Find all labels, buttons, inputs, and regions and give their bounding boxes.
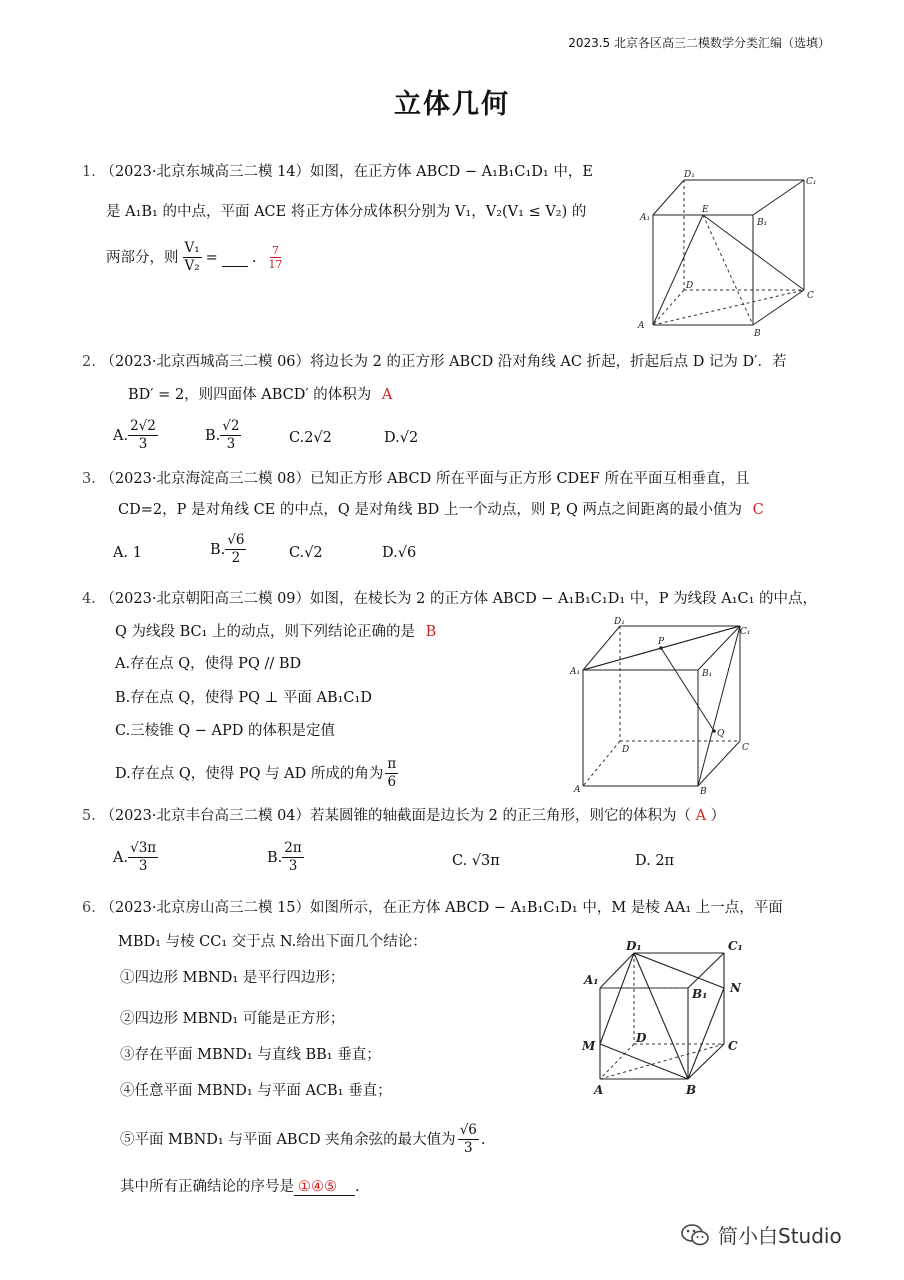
q5-option-d [635, 853, 674, 869]
watermark [680, 1220, 842, 1249]
q1-label-d1: D₁ [684, 170, 695, 180]
q2-text1: （2023·北京西城高三二模 06）将边长为 2 的正方形 ABCD 沿对角线 AC 折起，折起后点 D 记为 D′．若 [100, 354, 787, 370]
q1-label-a: A [638, 321, 645, 331]
q1-label-d: D [686, 281, 694, 291]
q6-text1: （2023·北京房山高三二模 15）如图所示，在正方体 ABCD − A₁B₁C₁D₁ 中，M 是棱 AA₁ 上一点，平面 [100, 900, 783, 916]
q2-number: 2. [82, 354, 96, 370]
q1-ratio-num: V₁ [184, 240, 200, 256]
q4-option-d [115, 756, 398, 791]
q5-close: ） [710, 808, 726, 824]
q2-option-b-label: B. [205, 427, 221, 444]
q3-option-c [289, 545, 323, 561]
q3-option-c-label: C. [289, 545, 305, 561]
q5-option-c-label: C. [452, 853, 468, 869]
q3-option-a-text: 1 [132, 545, 142, 561]
q5-option-b-num: 2π [284, 840, 302, 856]
q2-line2 [128, 385, 392, 405]
q4-text2: Q 为线段 BC₁ 上的动点，则下列结论正确的是 [115, 624, 416, 640]
q5-option-b [267, 840, 304, 875]
q3-option-d-label: D. [382, 545, 398, 561]
watermark-text: 简小白Studio [718, 1224, 842, 1248]
q6-final-text: 其中所有正确结论的序号是 [120, 1179, 294, 1195]
q5-option-b-den: 3 [288, 858, 298, 874]
q1-ratio-fraction [183, 240, 202, 275]
q6-statement-3: ③存在平面 MBND₁ 与直线 BB₁ 垂直； [120, 1047, 381, 1063]
q2-option-a [113, 418, 158, 453]
q2-option-a-label: A. [113, 427, 129, 444]
q2-option-a-num: 2√2 [130, 418, 156, 434]
wechat-icon [680, 1222, 710, 1248]
q5-option-d-label: D. [635, 853, 651, 869]
q6-final-period: . [355, 1179, 360, 1195]
q2-answer: A [381, 387, 393, 403]
q4-option-d-fraction [385, 756, 398, 791]
q4-line1 [82, 589, 817, 609]
q3-line2 [118, 500, 764, 520]
q2-option-c-label: C. [289, 430, 305, 446]
q2-option-c-text: 2√2 [304, 430, 332, 446]
q2-option-c [289, 430, 332, 446]
q1-label-c1: C₁ [806, 177, 817, 187]
q4-option-d-text: D.存在点 Q，使得 PQ 与 AD 所成的角为 [115, 765, 384, 782]
q6-statement-1: ①四边形 MBND₁ 是平行四边形； [120, 970, 345, 986]
q5-option-d-text: 2π [655, 853, 675, 869]
q3-answer: C [752, 502, 764, 518]
q5-option-a-label: A. [113, 849, 129, 866]
q6-label-m: M [582, 1039, 596, 1053]
q4-text1: （2023·北京朝阳高三二模 09）如图，在棱长为 2 的正方体 ABCD − A₁B₁C₁D₁ 中，P 为线段 A₁C₁ 的中点， [100, 591, 818, 607]
q6-label-a: A [594, 1083, 604, 1097]
q5-text1: （2023·北京丰台高三二模 04）若某圆锥的轴截面是边长为 2 的正三角形，则它的体积为（ [100, 808, 691, 824]
q6-statement-5-num: √6 [459, 1122, 477, 1138]
q4-label-c1: C₁ [740, 627, 751, 637]
page-title: 立体几何 [394, 89, 510, 120]
q3-option-b [210, 532, 246, 567]
q1-answer-num: 7 [271, 244, 279, 257]
q1-period: . [251, 249, 257, 266]
q4-option-a: A.存在点 Q，使得 PQ // BD [115, 656, 302, 672]
q6-label-d1: D₁ [626, 939, 642, 953]
q2-option-b [205, 418, 241, 453]
q4-label-a: A [574, 785, 581, 795]
q1-answer-blank [222, 248, 248, 267]
q5-answer: A [695, 808, 707, 824]
q4-cube-figure [566, 616, 758, 796]
q6-statement-4: ④任意平面 MBND₁ 与平面 ACB₁ 垂直； [120, 1083, 392, 1099]
q1-label-e: E [702, 205, 709, 215]
q1-line1 [82, 162, 593, 182]
q3-text2: CD=2，P 是对角线 CE 的中点，Q 是对角线 BD 上一个动点，则 P, Q 两点之间距离的最小值为 [118, 502, 742, 518]
q4-number: 4. [82, 591, 96, 607]
q2-line1 [82, 352, 786, 372]
q6-final-line [120, 1177, 360, 1197]
q1-label-c: C [807, 291, 814, 301]
q6-cube-figure [578, 936, 756, 1098]
q6-statement-5-fraction [458, 1122, 479, 1157]
q3-option-b-num: √6 [227, 532, 245, 548]
q3-text1: （2023·北京海淀高三二模 08）已知正方形 ABCD 所在平面与正方形 CDEF 所在平面互相垂直，且 [100, 471, 750, 487]
q3-option-b-label: B. [210, 541, 226, 558]
q3-option-b-fraction [225, 532, 246, 567]
q5-option-a-den: 3 [138, 858, 148, 874]
q6-number: 6. [82, 900, 96, 916]
q2-option-d [384, 430, 418, 446]
q4-answer: B [425, 624, 437, 640]
q2-option-d-label: D. [384, 430, 400, 446]
q3-line1 [82, 469, 749, 489]
q1-text2: 是 A₁B₁ 的中点，平面 ACE 将正方体分成体积分别为 V₁，V₂(V₁ ≤ V₂) 的 [106, 204, 587, 220]
q6-label-c1: C₁ [728, 939, 743, 953]
q5-line1 [82, 806, 725, 826]
q1-text3: 两部分，则 [106, 249, 179, 266]
q2-option-a-den: 3 [138, 436, 148, 452]
q1-ratio-den: V₂ [184, 258, 200, 274]
q4-label-b: B [700, 787, 707, 796]
q5-option-b-label: B. [267, 849, 283, 866]
page-header: 2023.5 北京各区高三二模数学分类汇编（选填） [568, 36, 830, 50]
q5-option-b-fraction [282, 840, 303, 875]
q3-option-d [382, 545, 416, 561]
q6-statement-5: ⑤平面 MBND₁ 与平面 ABCD 夹角余弦的最大值为 $\frac{√6}{3}$ . [120, 1122, 486, 1156]
q4-label-d: D [622, 745, 630, 755]
q5-number: 5. [82, 808, 96, 824]
q1-cube-figure [628, 168, 828, 340]
q2-option-b-fraction [220, 418, 241, 453]
q5-option-a-num: √3π [130, 840, 157, 856]
q6-line1 [82, 898, 783, 918]
q4-label-d1: D₁ [614, 617, 625, 627]
q4-label-q: Q [717, 729, 725, 739]
q2-option-b-den: 3 [226, 436, 236, 452]
q6-answer: ①④⑤ [294, 1179, 355, 1196]
q1-line3 [106, 240, 282, 275]
q2-option-d-text: √2 [399, 430, 419, 446]
q4-option-d-den: 6 [387, 774, 397, 790]
q3-option-a [113, 545, 142, 561]
q6-statement-2: ②四边形 MBND₁ 可能是正方形； [120, 1011, 345, 1027]
q1-text1: （2023·北京东城高三二模 14）如图，在正方体 ABCD − A₁B₁C₁D₁ 中，E [100, 164, 593, 180]
q5-option-a-fraction [128, 840, 158, 875]
q2-option-a-fraction [128, 418, 158, 453]
q1-answer [268, 244, 282, 271]
q4-option-d-num: π [387, 756, 397, 772]
q1-answer-den: 17 [268, 258, 283, 271]
q5-option-a [113, 840, 158, 875]
q1-label-a1: A₁ [640, 213, 651, 223]
q2-text2: BD′ = 2，则四面体 ABCD′ 的体积为 [128, 387, 372, 403]
q6-label-a1: A₁ [584, 973, 599, 987]
q6-label-b: B [686, 1083, 697, 1097]
q4-line2 [115, 622, 436, 642]
q6-label-n: N [730, 981, 741, 995]
q1-equals: = [205, 249, 218, 266]
q1-label-b1: B₁ [757, 218, 768, 228]
q1-number: 1. [82, 164, 96, 180]
q4-label-c: C [742, 743, 749, 753]
q4-option-c: C.三棱锥 Q − APD 的体积是定值 [115, 723, 336, 739]
q6-label-c: C [728, 1039, 738, 1053]
q4-label-p: P [658, 637, 665, 647]
q3-option-c-text: √2 [304, 545, 323, 561]
q6-label-d: D [636, 1031, 647, 1045]
q3-option-a-label: A. [113, 545, 129, 561]
q2-option-b-num: √2 [222, 418, 240, 434]
q6-label-b1: B₁ [692, 987, 708, 1001]
q5-option-c [452, 853, 500, 869]
q3-number: 3. [82, 471, 96, 487]
q6-text2: MBD₁ 与棱 CC₁ 交于点 N.给出下面几个结论： [118, 934, 427, 950]
q4-label-b1: B₁ [702, 669, 713, 679]
q1-label-b: B [754, 329, 761, 339]
q6-statement-5-den: 3 [463, 1140, 473, 1156]
q6-statement-5-text: ⑤平面 MBND₁ 与平面 ABCD 夹角余弦的最大值为 [120, 1131, 456, 1148]
q4-option-b: B.存在点 Q，使得 PQ ⊥ 平面 AB₁C₁D [115, 690, 372, 706]
q3-option-d-text: √6 [397, 545, 417, 561]
q4-label-a1: A₁ [570, 667, 581, 677]
q5-option-c-text: √3π [471, 853, 500, 869]
q3-option-b-den: 2 [231, 550, 241, 566]
